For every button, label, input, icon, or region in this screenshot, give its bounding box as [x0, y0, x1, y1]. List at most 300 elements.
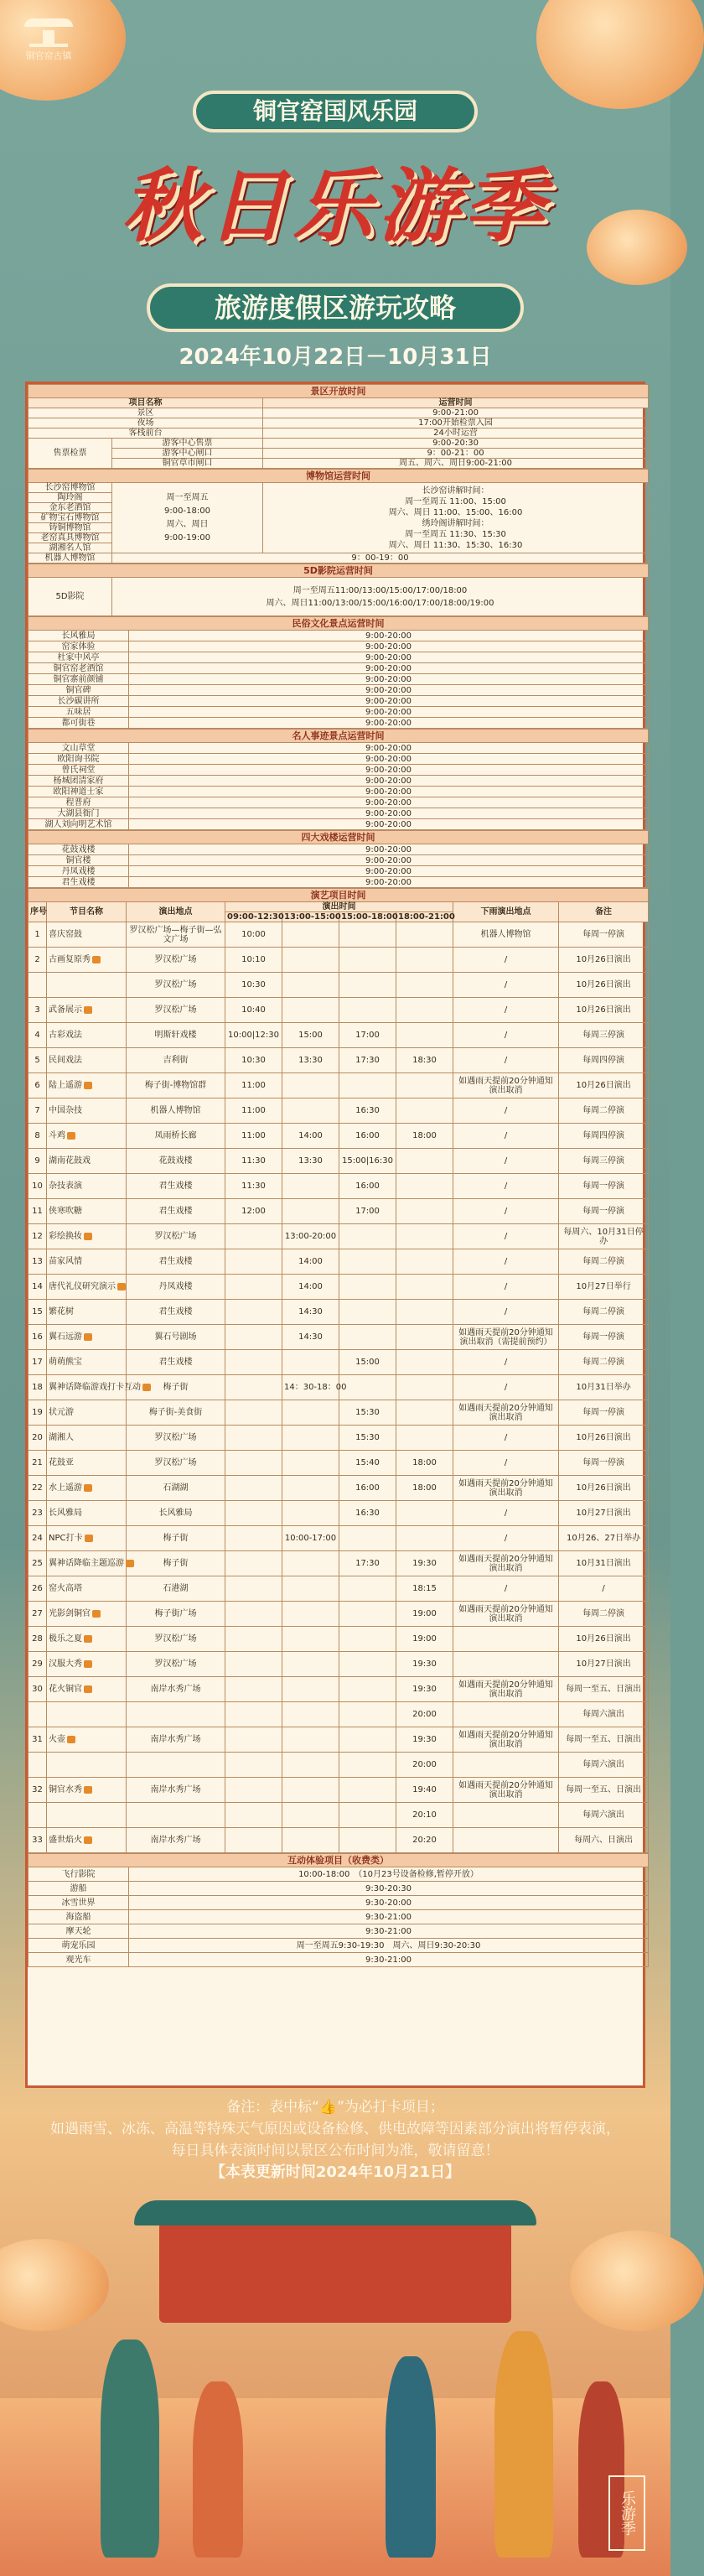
table-row: [28, 707, 649, 718]
table-cell: [127, 1753, 225, 1778]
table-row: [28, 1451, 649, 1476]
table-cell: [339, 1727, 396, 1753]
table-cell: 10月27日举行: [559, 1275, 649, 1300]
table-cell: 周六、周日 11:30、15:30、16:30: [388, 540, 523, 550]
table-cell: 翼石号剧场: [127, 1325, 225, 1350]
table-cell: 周五、周六、周日9:00-21:00: [263, 459, 649, 469]
table-cell: [225, 1778, 282, 1803]
table-cell: 南岸水秀广场: [127, 1828, 225, 1853]
must-visit-icon: [142, 1384, 151, 1391]
table-cell: [396, 1375, 453, 1400]
table-cell: 9:00-20:00: [129, 819, 649, 830]
table-cell: 9:00-20:00: [129, 866, 649, 877]
table-cell: 状元游: [47, 1400, 127, 1426]
table-cell: 31: [28, 1727, 47, 1753]
table-cell: 周六、周日: [166, 519, 209, 529]
table-cell: 14: [28, 1275, 47, 1300]
table-cell: 花鼓戏楼: [127, 1149, 225, 1174]
table-cell: [396, 1325, 453, 1350]
table-cell: 15:00: [339, 1350, 396, 1375]
table-cell: 铜官楼: [28, 855, 129, 866]
table-cell: 15:30: [339, 1426, 396, 1451]
table-cell: [282, 1426, 339, 1451]
table-cell: 2: [28, 948, 47, 973]
table-cell: 17: [28, 1350, 47, 1375]
table-cell: [225, 1249, 282, 1275]
table-row: [28, 877, 649, 888]
table-row: [28, 1224, 649, 1249]
table-cell: 花鼓亚: [47, 1451, 127, 1476]
table-cell: [225, 1400, 282, 1426]
table-row: [28, 1350, 649, 1375]
table-row: [28, 948, 649, 973]
table-cell: 18:00: [396, 1451, 453, 1476]
table-cell: [225, 1451, 282, 1476]
table-cell: [28, 1702, 47, 1727]
table-cell: 如遇雨天提前20分钟通知演出取消: [453, 1602, 559, 1627]
table-cell: 罗汉松广场—梅子街—弘文广场: [127, 922, 225, 948]
must-visit-icon: [92, 956, 101, 963]
table-cell: 9:00-20:00: [129, 776, 649, 787]
table-row: [28, 1400, 649, 1426]
must-visit-icon: [84, 1635, 92, 1643]
table-cell: 19:30: [396, 1652, 453, 1677]
table-cell: 25: [28, 1551, 47, 1576]
table-cell: 16:00: [339, 1124, 396, 1149]
table-cell: 南岸水秀广场: [127, 1778, 225, 1803]
table-cell: 老窑真具博物馆: [28, 533, 112, 543]
table-cell: [339, 973, 396, 998]
table-cell: 游客中心闸口: [112, 449, 263, 459]
table-cell: 古画复原秀: [47, 948, 127, 973]
table-cell: [339, 948, 396, 973]
table-cell: 14：30-18：00: [282, 1375, 339, 1400]
table-cell: 12: [28, 1224, 47, 1249]
table-cell: 19:30: [396, 1727, 453, 1753]
table-cell: 8: [28, 1124, 47, 1149]
table-cell: [339, 1803, 396, 1828]
table-cell: 如遇雨天提前20分钟通知演出取消（需提前预约）: [453, 1325, 559, 1350]
table-cell: 罗汉松广场: [127, 973, 225, 998]
table-cell: 5: [28, 1048, 47, 1073]
table-cell: 17:00: [339, 1023, 396, 1048]
section-title: 演艺项目时间: [28, 889, 649, 902]
table-row: [28, 1677, 649, 1702]
table-cell: 18:00: [396, 1476, 453, 1501]
table-cell: 梅子街: [127, 1375, 225, 1400]
table-cell: /: [453, 1199, 559, 1224]
celebrity-table: [28, 729, 649, 830]
table-cell: 湖湘人: [47, 1426, 127, 1451]
footer-notes: [0, 2096, 670, 2184]
museum-table: [28, 469, 649, 564]
table-cell: 每周二停演: [559, 1350, 649, 1375]
table-cell: 9:00-20:00: [129, 696, 649, 707]
table-row: [28, 685, 649, 696]
table-cell: 17:30: [339, 1551, 396, 1576]
table-cell: 都可街巷: [28, 718, 129, 729]
table-cell: 周一至周五: [166, 492, 209, 502]
table-cell: [225, 1526, 282, 1551]
table-cell: 13:30: [282, 1149, 339, 1174]
table-cell: [396, 1199, 453, 1224]
table-row: [28, 866, 649, 877]
table-cell: 10:00-17:00: [282, 1526, 339, 1551]
table-cell: 18:15: [396, 1576, 453, 1602]
table-cell: 20: [28, 1426, 47, 1451]
table-cell: [396, 1350, 453, 1375]
table-cell: 11:30: [225, 1174, 282, 1199]
table-cell: [339, 1602, 396, 1627]
table-cell: 15:00: [282, 1023, 339, 1048]
table-cell: 中国杂技: [47, 1098, 127, 1124]
must-visit-icon: [84, 1660, 92, 1668]
table-cell: 如遇雨天提前20分钟通知演出取消: [453, 1677, 559, 1702]
table-cell: [282, 1753, 339, 1778]
table-cell: 杜家中风亭: [28, 652, 129, 663]
table-cell: 20:00: [396, 1753, 453, 1778]
section-title: 民俗文化景点运营时间: [28, 617, 649, 631]
table-cell: [396, 998, 453, 1023]
table-cell: 10月31日演出: [559, 1551, 649, 1576]
table-cell: 周六、周日 11:00、15:00、16:00: [388, 507, 523, 517]
table-cell: /: [453, 1098, 559, 1124]
table-row: [28, 1602, 649, 1627]
must-visit-icon: [84, 1484, 92, 1492]
table-cell: [339, 1778, 396, 1803]
column-header: 备注: [559, 902, 649, 922]
table-cell: 丹凤戏楼: [28, 866, 129, 877]
table-cell: 16:00: [339, 1174, 396, 1199]
table-row: [28, 1867, 649, 1882]
section-title: 名人事迹景点运营时间: [28, 730, 649, 743]
table-cell: 湖湘名人馆: [28, 543, 112, 553]
must-visit-icon: [84, 1082, 92, 1089]
must-visit-icon: [84, 1006, 92, 1014]
table-row: [28, 1896, 649, 1910]
table-cell: 24小时运营: [263, 428, 649, 439]
table-cell: 24: [28, 1526, 47, 1551]
table-row: [28, 1910, 649, 1924]
table-cell: 苗家风情: [47, 1249, 127, 1275]
table-cell: 9:00-20:00: [129, 877, 649, 888]
table-cell: /: [453, 1174, 559, 1199]
table-cell: /: [453, 1023, 559, 1048]
table-cell: [453, 1652, 559, 1677]
table-cell: 金东老酒馆: [28, 503, 112, 513]
table-cell: [225, 1476, 282, 1501]
table-cell: 9:00-20:00: [129, 663, 649, 674]
must-visit-icon: [84, 1233, 92, 1240]
table-cell: 每周二停演: [559, 1300, 649, 1325]
table-cell: NPC打卡: [47, 1526, 127, 1551]
table-row: [28, 696, 649, 707]
table-cell: 君生戏楼: [127, 1174, 225, 1199]
table-cell: 矿物宝石博物馆: [28, 513, 112, 523]
table-cell: [225, 1375, 282, 1400]
table-cell: 罗汉松广场: [127, 998, 225, 1023]
table-cell: 33: [28, 1828, 47, 1853]
table-row: [28, 663, 649, 674]
table-cell: 9:00-20:00: [129, 674, 649, 685]
table-cell: 君生戏楼: [127, 1199, 225, 1224]
table-cell: [339, 1275, 396, 1300]
table-cell: /: [453, 998, 559, 1023]
table-cell: 4: [28, 1023, 47, 1048]
must-visit-icon: [67, 1736, 75, 1743]
table-cell: 长风雅局: [28, 631, 129, 641]
table-cell: /: [453, 1224, 559, 1249]
table-cell: 冰雪世界: [28, 1896, 129, 1910]
table-cell: /: [453, 1124, 559, 1149]
table-cell: [396, 1275, 453, 1300]
table-cell: 周六、周日11:00/13:00/15:00/16:00/17:00/18:00/19:00: [266, 598, 494, 608]
table-cell: 铜官窑老酒馆: [28, 663, 129, 674]
table-row: [28, 855, 649, 866]
table-row: [28, 819, 649, 830]
must-visit-icon: [84, 1685, 92, 1693]
illustration-scene: [0, 2189, 670, 2576]
table-cell: [282, 922, 339, 948]
table-cell: 15: [28, 1300, 47, 1325]
table-cell: 14:30: [282, 1300, 339, 1325]
table-cell: 湖南花鼓戏: [47, 1149, 127, 1174]
table-cell: 汉服大秀: [47, 1652, 127, 1677]
table-cell: 18:00: [396, 1124, 453, 1149]
table-cell: 9:00-20:00: [129, 652, 649, 663]
table-cell: 售票检票: [28, 439, 112, 469]
table-cell: [396, 1149, 453, 1174]
table-cell: 19:00: [396, 1627, 453, 1652]
table-cell: 繁花树: [47, 1300, 127, 1325]
table-cell: 杂技表演: [47, 1174, 127, 1199]
table-row: [28, 1199, 649, 1224]
table-cell: [339, 1702, 396, 1727]
table-cell: 长风雅局: [47, 1501, 127, 1526]
section-title: 互动体验项目（收费类）: [28, 1854, 649, 1867]
cinema-times: [112, 578, 649, 616]
table-cell: 周一至周五11:00/13:00/15:00/17:00/18:00: [292, 585, 468, 595]
table-cell: 9:00-19:00: [164, 532, 210, 543]
table-row: [28, 754, 649, 765]
table-cell: 每周二停演: [559, 1249, 649, 1275]
table-cell: 盛世焰火: [47, 1828, 127, 1853]
table-row: [28, 787, 649, 797]
table-cell: [225, 1627, 282, 1652]
table-cell: [396, 1300, 453, 1325]
table-cell: 斗鸡: [47, 1124, 127, 1149]
table-cell: 10:30: [225, 973, 282, 998]
table-cell: 14:30: [282, 1325, 339, 1350]
table-row: [28, 718, 649, 729]
table-cell: /: [453, 948, 559, 973]
table-cell: 10月27日演出: [559, 1652, 649, 1677]
table-cell: 15:00|16:30: [339, 1149, 396, 1174]
table-cell: [225, 1501, 282, 1526]
table-cell: 20:20: [396, 1828, 453, 1853]
table-cell: [396, 1400, 453, 1426]
table-cell: 3: [28, 998, 47, 1023]
page-subtitle: 旅游度假区游玩攻略: [147, 283, 524, 332]
table-cell: [339, 1753, 396, 1778]
table-cell: 君生戏楼: [127, 1350, 225, 1375]
table-cell: [339, 1526, 396, 1551]
table-row: [28, 1124, 649, 1149]
column-header: 13:00-15:00: [282, 912, 339, 922]
table-cell: 陆上遥游: [47, 1073, 127, 1098]
table-cell: [225, 1652, 282, 1677]
table-cell: [282, 1199, 339, 1224]
table-cell: 10月26日演出: [559, 973, 649, 998]
table-cell: 客栈前台: [28, 428, 263, 439]
table-cell: 五味居: [28, 707, 129, 718]
table-cell: [339, 1073, 396, 1098]
folk-table: [28, 616, 649, 729]
table-cell: 每周六、10月31日停办: [559, 1224, 649, 1249]
table-cell: [282, 1778, 339, 1803]
guide-times: [263, 483, 649, 553]
table-cell: 吉利街: [127, 1048, 225, 1073]
table-cell: [282, 1350, 339, 1375]
table-row: [28, 1702, 649, 1727]
table-cell: 9：00-21：00: [263, 449, 649, 459]
table-cell: 陶玲阁: [28, 493, 112, 503]
table-cell: 11:00: [225, 1124, 282, 1149]
table-cell: 每周一至五、日演出: [559, 1727, 649, 1753]
table-cell: [339, 922, 396, 948]
table-cell: 30: [28, 1677, 47, 1702]
table-cell: /: [453, 1048, 559, 1073]
table-row: [28, 1627, 649, 1652]
table-cell: [339, 1224, 396, 1249]
table-cell: 10:00|12:30: [225, 1023, 282, 1048]
table-cell: 6: [28, 1073, 47, 1098]
table-cell: 16: [28, 1325, 47, 1350]
table-cell: 17:00: [339, 1199, 396, 1224]
table-cell: 19: [28, 1400, 47, 1426]
table-cell: 机器人博物馆: [28, 553, 112, 564]
table-cell: [339, 998, 396, 1023]
table-cell: 19:00: [396, 1602, 453, 1627]
table-row: [28, 1023, 649, 1048]
table-row: [28, 776, 649, 787]
column-header: 下雨演出地点: [453, 902, 559, 922]
table-cell: 10:00-18:00 （10月23号设备检修,暂停开放）: [129, 1867, 649, 1882]
table-cell: [396, 1023, 453, 1048]
table-cell: 梅子街-博物馆群: [127, 1073, 225, 1098]
museum-hours: [112, 483, 263, 553]
table-cell: 彩绘换妆: [47, 1224, 127, 1249]
weather-warning: 如遇雨雪、冰冻、高温等特殊天气原因或设备检修、供电故障等因素部分演出将暂停表演，: [50, 2121, 620, 2137]
table-cell: 16:00: [339, 1476, 396, 1501]
table-cell: [396, 922, 453, 948]
table-cell: 每周一至五、日演出: [559, 1778, 649, 1803]
table-cell: 5D影院: [28, 578, 112, 616]
table-cell: [47, 1753, 127, 1778]
table-cell: 铜官草市闸口: [112, 459, 263, 469]
table-cell: 如遇雨天提前20分钟通知演出取消: [453, 1073, 559, 1098]
table-cell: 如遇雨天提前20分钟通知演出取消: [453, 1727, 559, 1753]
table-cell: 每周一至五、日演出: [559, 1677, 649, 1702]
table-cell: 9:30-21:00: [129, 1910, 649, 1924]
table-cell: [453, 1753, 559, 1778]
table-cell: 每周二停演: [559, 1098, 649, 1124]
table-cell: /: [453, 1149, 559, 1174]
cloud-decoration: [570, 2231, 704, 2331]
table-cell: 9:00-20:00: [129, 718, 649, 729]
table-cell: 10月26日演出: [559, 1073, 649, 1098]
table-cell: [282, 1174, 339, 1199]
table-cell: 欧阳询书院: [28, 754, 129, 765]
must-visit-icon: [92, 1610, 101, 1618]
cloud-decoration: [0, 2239, 109, 2331]
table-cell: [225, 1325, 282, 1350]
table-cell: 14:00: [282, 1249, 339, 1275]
table-cell: 每周一停演: [559, 922, 649, 948]
table-cell: 10:40: [225, 998, 282, 1023]
table-cell: [282, 998, 339, 1023]
schedule-table: [25, 382, 645, 2088]
figure-illustration: [101, 2340, 159, 2558]
table-cell: 游客中心售票: [112, 439, 263, 449]
table-cell: [127, 1702, 225, 1727]
update-date: 【本表更新时间2024年10月21日】: [210, 2163, 461, 2181]
figure-illustration: [193, 2381, 243, 2558]
table-cell: [396, 973, 453, 998]
table-cell: 凤雨桥长廊: [127, 1124, 225, 1149]
table-cell: 每周六演出: [559, 1702, 649, 1727]
table-row: [28, 1924, 649, 1939]
table-cell: [453, 1627, 559, 1652]
section-title: 景区开放时间: [28, 385, 649, 398]
table-cell: 每周三停演: [559, 1149, 649, 1174]
table-row: [28, 1753, 649, 1778]
table-cell: 极乐之夏: [47, 1627, 127, 1652]
table-row: [28, 1476, 649, 1501]
column-header: 18:00-21:00: [396, 912, 453, 922]
table-cell: 11:00: [225, 1098, 282, 1124]
table-cell: [396, 1174, 453, 1199]
table-cell: 文山草堂: [28, 743, 129, 754]
table-cell: [339, 1828, 396, 1853]
table-cell: 铜官碑: [28, 685, 129, 696]
table-cell: 水上遥游: [47, 1476, 127, 1501]
table-cell: 9: [28, 1149, 47, 1174]
table-row: [28, 652, 649, 663]
table-cell: 10月27日演出: [559, 1501, 649, 1526]
table-cell: 9:30-21:00: [129, 1924, 649, 1939]
table-cell: 9:00-20:00: [129, 787, 649, 797]
table-cell: 每周一停演: [559, 1325, 649, 1350]
table-row: [28, 1375, 649, 1400]
table-cell: [282, 1803, 339, 1828]
table-row: [28, 743, 649, 754]
table-cell: [225, 1727, 282, 1753]
column-header: 09:00-12:30: [225, 912, 282, 922]
table-cell: 罗汉松广场: [127, 1426, 225, 1451]
column-header: 15:00-18:00: [339, 912, 396, 922]
table-cell: 11:00: [225, 1073, 282, 1098]
table-cell: [396, 1098, 453, 1124]
logo-text: 铜官窑古镇: [25, 50, 72, 61]
table-row: [28, 1828, 649, 1853]
table-cell: 摩天轮: [28, 1924, 129, 1939]
table-row: [28, 674, 649, 685]
table-row: [28, 973, 649, 998]
table-row: [28, 1939, 649, 1953]
table-cell: [28, 1753, 47, 1778]
table-cell: 9:00-20:00: [129, 641, 649, 652]
